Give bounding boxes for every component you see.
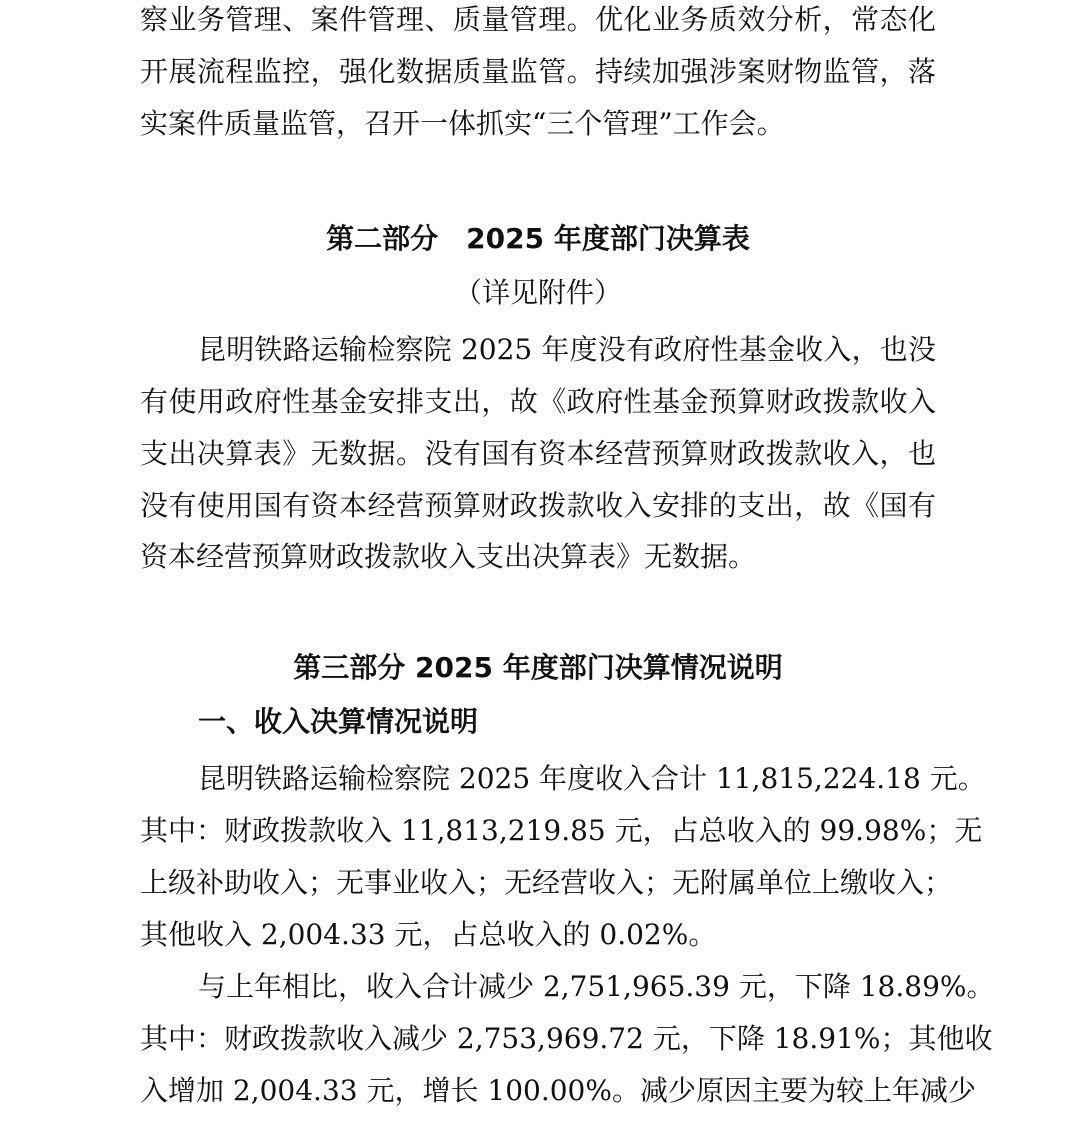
paragraph-line: 资本经营预算财政拨款收入支出决算表》无数据。 bbox=[140, 540, 757, 573]
paragraph-line: 实案件质量监管，召开一体抓实“三个管理”工作会。 bbox=[140, 107, 785, 140]
paragraph-line: 其中：财政拨款收入 11,813,219.85 元，占总收入的 99.98%；无 bbox=[140, 814, 983, 847]
paragraph-line: 上级补助收入；无事业收入；无经营收入；无附属单位上缴收入； bbox=[140, 866, 953, 899]
paragraph-line: 没有使用国有资本经营预算财政拨款收入安排的支出，故《国有 bbox=[140, 489, 936, 522]
paragraph-line: 与上年相比，收入合计减少 2,751,965.39 元，下降 18.89%。 bbox=[198, 970, 995, 1003]
paragraph-line: 有使用政府性基金安排支出，故《政府性基金预算财政拨款收入 bbox=[140, 385, 936, 418]
paragraph-line: 其他收入 2,004.33 元，占总收入的 0.02%。 bbox=[140, 918, 717, 951]
paragraph-line: 支出决算表》无数据。没有国有资本经营预算财政拨款收入，也 bbox=[140, 437, 936, 470]
paragraph-line: 入增加 2,004.33 元，增长 100.00%。减少原因主要为较上年减少 bbox=[140, 1074, 976, 1107]
section-subtitle-part2: （详见附件） bbox=[453, 276, 622, 309]
paragraph-line: 察业务管理、案件管理、质量管理。优化业务质效分析，常态化 bbox=[140, 3, 936, 36]
subsection-title-income: 一、收入决算情况说明 bbox=[198, 705, 479, 738]
paragraph-line: 其中：财政拨款收入减少 2,753,969.72 元，下降 18.91%；其他收 bbox=[140, 1022, 993, 1055]
section-title-part2: 第二部分 2025 年度部门决算表 bbox=[326, 222, 750, 255]
paragraph-line: 开展流程监控，强化数据质量监管。持续加强涉案财物监管，落 bbox=[140, 55, 936, 88]
paragraph-line: 昆明铁路运输检察院 2025 年度没有政府性基金收入，也没 bbox=[198, 333, 936, 366]
paragraph-line: 昆明铁路运输检察院 2025 年度收入合计 11,815,224.18 元。 bbox=[198, 762, 986, 795]
section-title-part3: 第三部分 2025 年度部门决算情况说明 bbox=[293, 651, 783, 684]
